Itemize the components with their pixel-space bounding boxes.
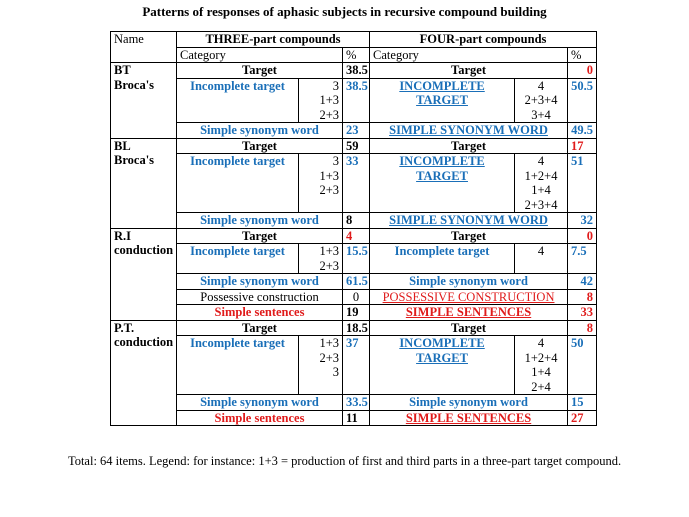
ri-four-target-value: 0 [568,228,597,244]
bt-three-incomplete-value: 38.5 [343,78,370,123]
ri-four-incomplete-value: 7.5 [568,244,597,274]
ri-three-target-value: 4 [343,228,370,244]
bt-four-target-value: 0 [568,63,597,79]
ri-four-target-label: Target [370,228,568,244]
bl-four-incomplete-value: 51 [568,154,597,213]
table-row [111,138,597,154]
ri-four-synonym-label: Simple synonym word [370,274,568,290]
responses-table [110,31,597,426]
bl-four-target-value: 17 [568,138,597,154]
bl-three-synonym-value: 8 [343,213,370,229]
bt-four-synonym-label: SIMPLE SYNONYM WORD [370,123,568,139]
bl-three-target-label: Target [177,138,343,154]
pt-four-incomplete-codes: 4 1+2+4 1+4 2+4 [515,336,568,395]
table-row [111,228,597,244]
ri-four-sentences-value: 33 [568,305,597,321]
bl-four-synonym-value: 32 [568,213,597,229]
ri-three-possessive-value: 0 [343,289,370,305]
subject-name-ri: R.I conduction [111,228,177,320]
pt-three-incomplete-label: Incomplete target [177,336,299,395]
pt-four-target-value: 8 [568,320,597,336]
table-row [111,154,597,213]
bl-four-synonym-label: SIMPLE SYNONYM WORD [370,213,568,229]
pt-four-synonym-value: 15 [568,395,597,411]
ri-four-sentences-label: SIMPLE SENTENCES [370,305,568,321]
name-header: Name [111,32,177,63]
table-row [111,320,597,336]
pt-three-sentences-label: Simple sentences [177,410,343,426]
bl-four-incomplete-label: INCOMPLETE TARGET [370,154,515,213]
ri-three-incomplete-label: Incomplete target [177,244,299,274]
pt-four-sentences-value: 27 [568,410,597,426]
bt-three-synonym-label: Simple synonym word [177,123,343,139]
ri-three-synonym-value: 61.5 [343,274,370,290]
table-row [111,123,597,139]
pt-three-incomplete-codes: 1+3 2+3 3 [299,336,343,395]
pt-three-synonym-value: 33.5 [343,395,370,411]
ri-three-synonym-label: Simple synonym word [177,274,343,290]
bt-four-incomplete-label: INCOMPLETE TARGET [370,78,515,123]
table-row [111,274,597,290]
table-title: Patterns of responses of aphasic subjects in recursive compound building [142,4,547,19]
pt-four-target-label: Target [370,320,568,336]
table-footnote: Total: 64 items. Legend: for instance: 1+3 = production of first and third parts in a three-part target compound. [67,454,622,468]
table-row [111,395,597,411]
bt-four-target-label: Target [370,63,568,79]
pt-four-synonym-label: Simple synonym word [370,395,568,411]
subject-name-bt: BT Broca's [111,63,177,139]
header-row [111,32,597,48]
table-row [111,305,597,321]
pt-four-sentences-label: SIMPLE SENTENCES [370,410,568,426]
ri-three-incomplete-value: 15.5 [343,244,370,274]
three-part-header: THREE-part compounds [177,32,370,48]
pt-four-incomplete-value: 50 [568,336,597,395]
subheader-row [111,47,597,63]
table-row [111,336,597,395]
table-row [111,289,597,305]
ri-four-incomplete-codes: 4 [515,244,568,274]
bl-three-target-value: 59 [343,138,370,154]
four-category-header: Category [370,47,568,63]
ri-four-possessive-value: 8 [568,289,597,305]
ri-four-incomplete-label: Incomplete target [370,244,515,274]
bl-three-incomplete-value: 33 [343,154,370,213]
bl-three-synonym-label: Simple synonym word [177,213,343,229]
bl-three-incomplete-label: Incomplete target [177,154,299,213]
bl-four-target-label: Target [370,138,568,154]
four-part-header: FOUR-part compounds [370,32,597,48]
three-percent-header: % [343,47,370,63]
bt-four-incomplete-value: 50.5 [568,78,597,123]
ri-three-sentences-label: Simple sentences [177,305,343,321]
bt-four-incomplete-codes: 4 2+3+4 3+4 [515,78,568,123]
pt-three-target-label: Target [177,320,343,336]
table-row [111,410,597,426]
table-row [111,63,597,79]
ri-four-possessive-label: POSSESSIVE CONSTRUCTION [370,289,568,305]
subject-name-bl: BL Broca's [111,138,177,228]
ri-four-synonym-value: 42 [568,274,597,290]
ri-three-incomplete-codes: 1+3 2+3 [299,244,343,274]
table-row [111,78,597,123]
pt-four-incomplete-label: INCOMPLETE TARGET [370,336,515,395]
bl-three-incomplete-codes: 3 1+3 2+3 [299,154,343,213]
table-row [111,244,597,274]
bt-three-incomplete-codes: 3 1+3 2+3 [299,78,343,123]
table-row [111,213,597,229]
bt-three-target-label: Target [177,63,343,79]
bt-three-incomplete-label: Incomplete target [177,78,299,123]
bl-four-incomplete-codes: 4 1+2+4 1+4 2+3+4 [515,154,568,213]
bt-four-synonym-value: 49.5 [568,123,597,139]
pt-three-target-value: 18.5 [343,320,370,336]
subject-name-pt: P.T. conduction [111,320,177,426]
four-percent-header: % [568,47,597,63]
ri-three-target-label: Target [177,228,343,244]
pt-three-incomplete-value: 37 [343,336,370,395]
bt-three-synonym-value: 23 [343,123,370,139]
pt-three-synonym-label: Simple synonym word [177,395,343,411]
three-category-header: Category [177,47,343,63]
pt-three-sentences-value: 11 [343,410,370,426]
ri-three-possessive-label: Possessive construction [177,289,343,305]
bt-three-target-value: 38.5 [343,63,370,79]
ri-three-sentences-value: 19 [343,305,370,321]
